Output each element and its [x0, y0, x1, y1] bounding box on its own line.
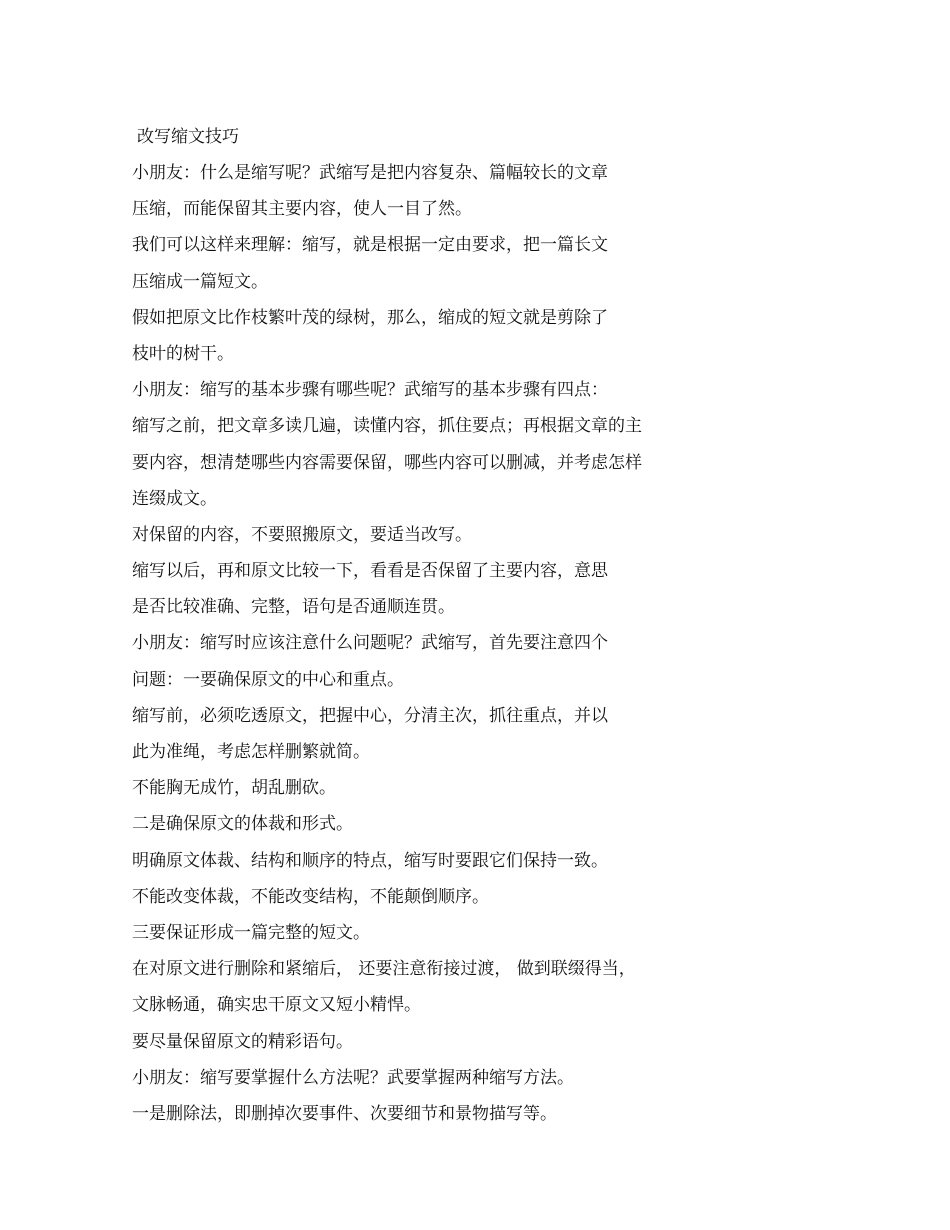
document-line: 假如把原文比作枝繁叶茂的绿树，那么，缩成的短文就是剪除了 [132, 307, 608, 328]
document-line: 不能改变体裁，不能改变结构，不能颠倒顺序。 [132, 886, 489, 907]
document-line: 要内容，想清楚哪些内容需要保留，哪些内容可以删减，并考虑怎样 [132, 452, 642, 473]
document-line: 小朋友：缩写要掌握什么方法呢？武要掌握两种缩写方法。 [132, 1067, 574, 1088]
document-line: 明确原文体裁、结构和顺序的特点，缩写时要跟它们保持一致。 [132, 850, 608, 871]
document-line: 对保留的内容，不要照搬原文，要适当改写。 [132, 524, 472, 545]
document-line: 压缩，而能保留其主要内容，使人一目了然。 [132, 199, 472, 220]
document-line: 是否比较准确、完整，语句是否通顺连贯。 [132, 597, 455, 618]
document-line: 缩写之前，把文章多读几遍，读懂内容，抓住要点；再根据文章的主 [132, 416, 642, 437]
document-line: 小朋友：什么是缩写呢？武缩写是把内容复杂、篇幅较长的文章 [132, 163, 608, 183]
document-title: 改写缩文技巧 [137, 127, 239, 147]
document-line: 枝叶的树干。 [132, 343, 234, 364]
document-line: 缩写前，必须吃透原文，把握中心，分清主次，抓往重点，并以 [132, 705, 608, 726]
document-line: 此为准绳，考虑怎样删繁就简。 [132, 742, 370, 762]
document-line: 一是删除法，即删掉次要事件、次要细节和景物描写等。 [132, 1103, 557, 1124]
document-line: 小朋友：缩写的基本步骤有哪些呢？武缩写的基本步骤有四点： [132, 380, 608, 401]
document-line: 缩写以后，再和原文比较一下，看看是否保留了主要内容，意思 [132, 561, 608, 582]
document-line: 不能胸无成竹，胡乱删砍。 [132, 778, 336, 799]
document-line: 我们可以这样来理解：缩写，就是根据一定由要求，把一篇长文 [132, 235, 608, 256]
document-line: 在对原文进行删除和紧缩后， 还要注意衔接过渡， 做到联缀得当， [132, 959, 636, 980]
document-line: 压缩成一篇短文。 [132, 271, 268, 292]
document-body [132, 160, 642, 1137]
document-line: 二是确保原文的体裁和形式。 [132, 814, 353, 835]
document-line: 问题：一要确保原文的中心和重点。 [132, 669, 404, 690]
document-line: 三要保证形成一篇完整的短文。 [132, 922, 370, 943]
document-line: 文脉畅通，确实忠干原文又短小精悍。 [132, 995, 421, 1016]
document-line: 连缀成文。 [132, 488, 217, 509]
document-line: 小朋友：缩写时应该注意什么问题呢？武缩写，首先要注意四个 [132, 633, 608, 654]
document-line: 要尽量保留原文的精彩语句。 [132, 1031, 353, 1052]
